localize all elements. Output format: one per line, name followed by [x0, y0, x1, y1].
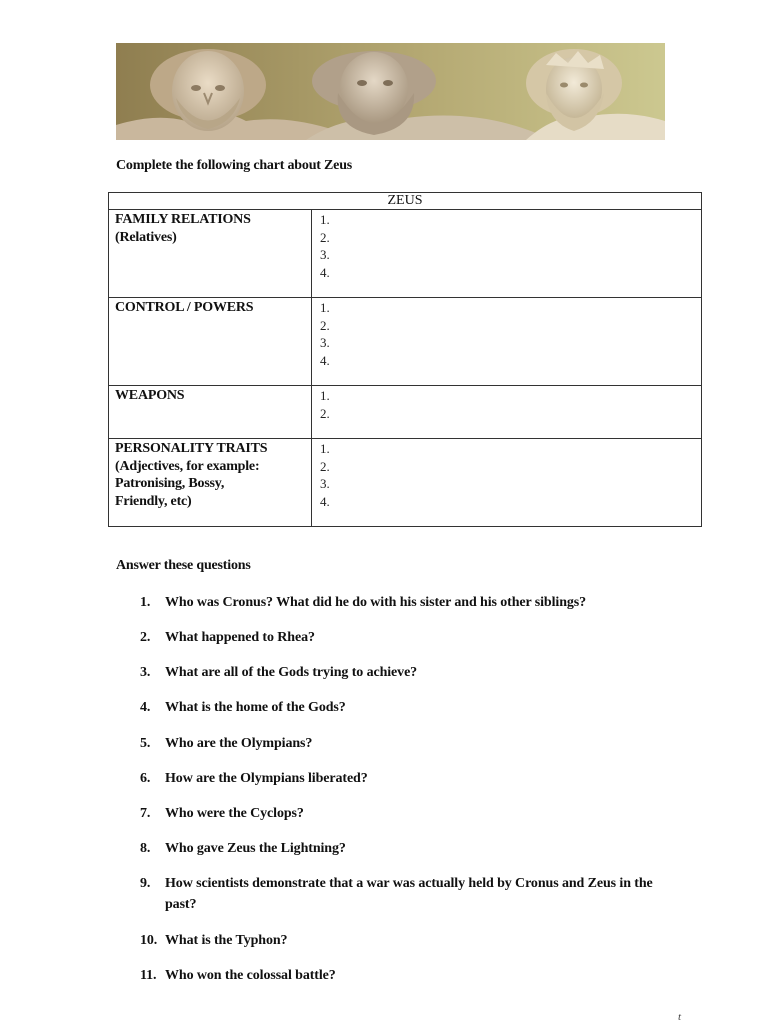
questions-heading: Answer these questions: [116, 558, 251, 573]
number-label: 1.: [320, 212, 330, 227]
table-row: [109, 439, 702, 527]
number-label: 3.: [320, 476, 330, 491]
category-control-powers: [109, 298, 312, 386]
number-label: 3.: [320, 335, 330, 350]
zeus-busts-illustration: [116, 43, 665, 140]
category-line: CONTROL / POWERS: [115, 300, 254, 315]
question-number: 7.: [140, 806, 151, 821]
answer-cell[interactable]: [312, 210, 702, 298]
category-line: FAMILY RELATIONS: [115, 212, 251, 227]
question-item: [140, 838, 680, 859]
number-label: 4.: [320, 493, 330, 509]
question-text: Who were the Cyclops?: [165, 806, 304, 821]
answer-cell[interactable]: [312, 298, 702, 386]
number-label: 2.: [320, 405, 330, 421]
category-line: (Relatives): [115, 229, 177, 245]
question-item: [140, 627, 680, 648]
question-item: [140, 930, 680, 951]
number-label: 4.: [320, 264, 330, 280]
number-label: 1.: [320, 441, 330, 456]
question-number: 10.: [140, 933, 158, 948]
number-label: 2.: [320, 317, 330, 333]
question-item: [140, 662, 680, 683]
question-number: 4.: [140, 700, 151, 715]
question-item: [140, 965, 680, 986]
question-text: How are the Olympians liberated?: [165, 771, 368, 786]
question-number: 5.: [140, 736, 151, 751]
question-item: [140, 803, 680, 824]
table-row: [109, 298, 702, 386]
chart-header: ZEUS: [109, 193, 702, 210]
category-personality-traits: [109, 439, 312, 527]
question-number: 2.: [140, 630, 151, 645]
number-label: 2.: [320, 229, 330, 245]
category-line: WEAPONS: [115, 388, 185, 403]
answer-cell[interactable]: [312, 386, 702, 439]
question-item: [140, 768, 680, 789]
answer-cell[interactable]: [312, 439, 702, 527]
question-text: What happened to Rhea?: [165, 630, 315, 645]
question-item: [140, 592, 680, 613]
category-family-relations: [109, 210, 312, 298]
number-label: 4.: [320, 352, 330, 368]
question-number: 6.: [140, 771, 151, 786]
question-item: [140, 873, 680, 915]
question-text: How scientists demonstrate that a war was actually held by Cronus and Zeus in the past?: [165, 876, 653, 912]
table-row: [109, 210, 702, 298]
question-number: 3.: [140, 665, 151, 680]
number-label: 1.: [320, 388, 330, 403]
question-number: 1.: [140, 595, 151, 610]
zeus-chart-table: [108, 192, 702, 527]
category-line: Patronising, Bossy,: [115, 476, 225, 491]
number-label: 3.: [320, 247, 330, 262]
chart-instruction: Complete the following chart about Zeus: [116, 158, 353, 173]
table-row: [109, 386, 702, 439]
question-text: What are all of the Gods trying to achieve?: [165, 665, 418, 680]
question-text: Who are the Olympians?: [165, 736, 313, 751]
question-number: 9.: [140, 876, 151, 891]
category-weapons: [109, 386, 312, 439]
category-line: PERSONALITY TRAITS: [115, 441, 268, 456]
question-number: 11.: [140, 968, 157, 983]
question-text: Who won the colossal battle?: [165, 968, 336, 983]
question-number: 8.: [140, 841, 151, 856]
question-item: [140, 733, 680, 754]
zeus-busts-banner: [116, 43, 665, 140]
question-text: Who gave Zeus the Lightning?: [165, 841, 346, 856]
question-text: Who was Cronus? What did he do with his sister and his other siblings?: [165, 595, 587, 610]
number-label: 2.: [320, 458, 330, 474]
page-footer-mark: t: [678, 1011, 682, 1023]
category-line: Friendly, etc): [115, 493, 192, 509]
question-item: [140, 697, 680, 718]
question-text: What is the home of the Gods?: [165, 700, 346, 715]
number-label: 1.: [320, 300, 330, 315]
question-text: What is the Typhon?: [165, 933, 288, 948]
category-line: (Adjectives, for example:: [115, 458, 260, 474]
